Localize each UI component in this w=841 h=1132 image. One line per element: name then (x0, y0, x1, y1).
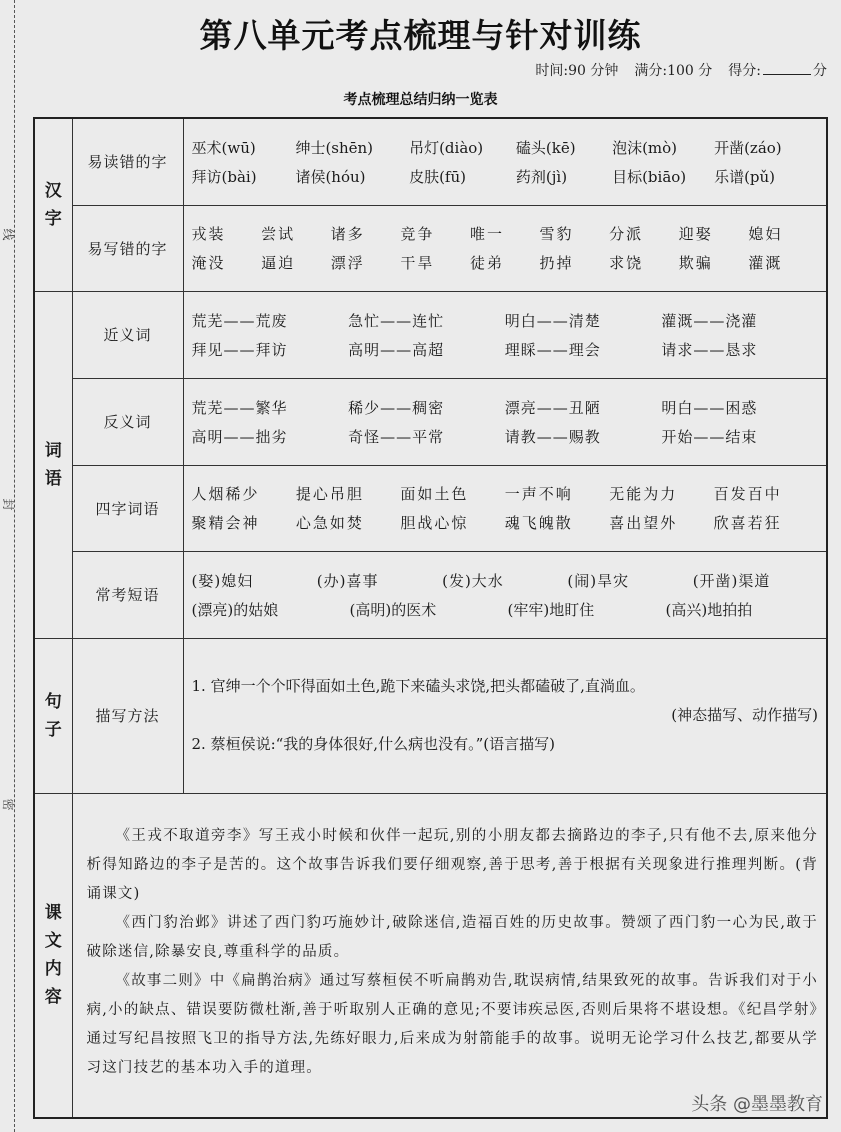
misread-item: 药剂(jì) (515, 167, 568, 186)
phrase-item: (漂亮)的姑娘 (191, 600, 279, 619)
antonym-pair: 荒芜——繁华 (191, 398, 288, 417)
watermark: 头条 @墨墨教育 (691, 1094, 823, 1115)
idiom-item: 百发百中 (713, 485, 782, 503)
exam-meta (535, 60, 827, 80)
idiom-item: 胆战心惊 (400, 514, 469, 532)
miswrite-item: 灌溉 (748, 254, 783, 272)
category-juzi-label: 句子 (44, 691, 62, 740)
score-label: 得分: (728, 63, 761, 79)
row-antonyms (34, 378, 827, 465)
phrase-item: (娶)媳妇 (191, 571, 254, 590)
phrase-item: (办)喜事 (316, 571, 379, 590)
idiom-item: 心急如焚 (295, 514, 364, 532)
row-easy-miswrite (34, 205, 827, 291)
idiom-item: 提心吊胆 (295, 485, 364, 503)
misread-row-1 (192, 133, 819, 162)
miswrite-item: 欺骗 (678, 254, 713, 272)
idiom-item: 人烟稀少 (191, 485, 260, 503)
category-kewen-label: 课文内容 (44, 903, 62, 1008)
miswrite-item: 漂浮 (330, 254, 365, 272)
idioms-row-1 (192, 479, 819, 508)
misread-item: 皮肤(fū) (409, 167, 466, 186)
category-hanzi-label: 汉字 (44, 180, 62, 229)
miswrite-item: 诸多 (330, 225, 365, 243)
miswrite-item: 竞争 (400, 225, 435, 243)
synonyms-row-2 (192, 335, 819, 364)
misread-item: 吊灯(diào) (409, 138, 484, 157)
sub-label-description-method: 描写方法 (72, 638, 183, 793)
category-juzi (34, 638, 72, 793)
miswrite-item: 分派 (609, 225, 644, 243)
sentence-2: 2. 蔡桓侯说:“我的身体很好,什么病也没有。”(语言描写) (191, 735, 555, 753)
row-sentences (34, 638, 827, 793)
antonym-pair: 明白——困惑 (661, 398, 758, 417)
idiom-item: 一声不响 (504, 485, 573, 503)
sub-label-phrases: 常考短语 (72, 551, 183, 638)
synonym-pair: 请求——恳求 (661, 340, 758, 359)
synonyms-content (183, 291, 827, 378)
miswrite-item: 雪豹 (539, 225, 574, 243)
miswrite-row-1 (192, 219, 819, 248)
antonym-pair: 漂亮——丑陋 (504, 398, 601, 417)
row-four-char (34, 465, 827, 551)
antonym-pair: 稀少——稠密 (348, 398, 445, 417)
time-limit: 时间:90 分钟 (535, 63, 619, 79)
easy-misread-content (183, 118, 827, 205)
synonym-pair: 拜见——拜访 (191, 340, 288, 359)
misread-row-2 (192, 162, 819, 191)
misread-item: 乐谱(pǔ) (714, 167, 776, 186)
lesson-paragraph-3: 《故事二则》中《扁鹊治病》通过写蔡桓侯不听扁鹊劝告,耽误病情,结果致死的故事。告诉我们对于小病,小的缺点、错误要防微杜渐,善于听取别人正确的意见;不要讳疾忌医,否则后果将不堪设想。《纪昌学射》通过写纪昌按照飞卫的指导方法,先练好眼力,后来成为射箭能手的故事。说明无论学习什么技艺,都要从学习这门技艺的基本功入手的道理。 (86, 972, 818, 1076)
row-lesson-content (34, 793, 827, 1118)
phrase-item: (高明)的医术 (349, 600, 437, 619)
antonym-pair: 开始——结束 (661, 427, 758, 446)
miswrite-row-2 (192, 248, 819, 277)
antonym-pair: 请教——赐教 (504, 427, 601, 446)
phrase-item: (发)大水 (442, 571, 504, 590)
synonym-pair: 明白——清楚 (504, 311, 601, 330)
miswrite-item: 媳妇 (748, 225, 783, 243)
phrases-content (183, 551, 827, 638)
row-synonyms (34, 291, 827, 378)
miswrite-item: 迎娶 (678, 225, 713, 243)
category-ciyu-label: 词语 (44, 440, 62, 489)
phrase-item: (闹)旱灾 (567, 571, 630, 590)
category-kewen (34, 793, 72, 1118)
easy-miswrite-content (183, 205, 827, 291)
category-ciyu (34, 291, 72, 638)
misread-item: 绅士(shēn) (295, 138, 374, 157)
misread-item: 拜访(bài) (191, 167, 257, 186)
category-hanzi (34, 118, 72, 291)
binding-char-feng: 封 (1, 498, 15, 511)
full-score: 满分:100 分 (634, 63, 713, 79)
sentence-1-note: (神态描写、动作描写) (671, 706, 818, 724)
misread-item: 目标(biāo) (612, 167, 687, 186)
phrases-row-1 (192, 566, 819, 595)
idiom-item: 魂飞魄散 (504, 514, 573, 532)
binding-line (14, 0, 15, 1132)
idioms-row-2 (192, 508, 819, 537)
score-unit: 分 (813, 63, 827, 79)
idiom-item: 无能为力 (609, 485, 678, 503)
misread-item: 诸侯(hóu) (295, 167, 366, 186)
misread-item: 泡沫(mò) (612, 138, 678, 157)
synonym-pair: 理睬——理会 (504, 340, 601, 359)
miswrite-item: 戎装 (191, 225, 226, 243)
summary-table (33, 117, 828, 1119)
antonym-pair: 奇怪——平常 (348, 427, 445, 446)
miswrite-item: 干旱 (400, 254, 435, 272)
sub-label-four-char: 四字词语 (72, 465, 183, 551)
antonyms-row-1 (192, 393, 819, 422)
idiom-item: 喜出望外 (609, 514, 678, 532)
sub-label-easy-miswrite: 易写错的字 (72, 205, 183, 291)
synonym-pair: 荒芜——荒废 (191, 311, 288, 330)
phrase-item: (牢牢)地盯住 (507, 600, 595, 619)
misread-item: 开凿(záo) (714, 138, 782, 157)
page-title: 第八单元考点梳理与针对训练 (199, 16, 642, 55)
phrase-item: (开凿)渠道 (692, 571, 771, 590)
idiom-item: 聚精会神 (191, 514, 260, 532)
miswrite-item: 扔掉 (539, 254, 574, 272)
phrases-row-2 (192, 595, 819, 624)
binding-char-mi: 密 (1, 798, 15, 811)
table-title: 考点梳理总结归纳一览表 (343, 92, 498, 108)
antonym-pair: 高明——拙劣 (191, 427, 288, 446)
binding-char-xian: 线 (1, 228, 15, 241)
four-char-content (183, 465, 827, 551)
synonyms-row-1 (192, 306, 819, 335)
antonyms-row-2 (192, 422, 819, 451)
miswrite-item: 徒弟 (469, 254, 504, 272)
sentence-1: 1. 官绅一个个吓得面如土色,跪下来磕头求饶,把头都磕破了,直淌血。 (191, 677, 645, 695)
miswrite-item: 唯一 (469, 225, 504, 243)
lesson-paragraph-2: 《西门豹治邺》讲述了西门豹巧施妙计,破除迷信,造福百姓的历史故事。赞颂了西门豹一心为民,敢于破除迷信,除暴安良,尊重科学的品质。 (86, 914, 818, 960)
row-easy-misread (34, 118, 827, 205)
miswrite-item: 求饶 (609, 254, 644, 272)
misread-item: 巫术(wū) (191, 138, 256, 157)
idiom-item: 面如土色 (400, 485, 469, 503)
lesson-content (72, 793, 827, 1118)
sub-label-antonyms: 反义词 (72, 378, 183, 465)
synonym-pair: 高明——高超 (348, 340, 445, 359)
antonyms-content (183, 378, 827, 465)
score-blank (763, 61, 811, 75)
sub-label-easy-misread: 易读错的字 (72, 118, 183, 205)
misread-item: 磕头(kē) (515, 138, 576, 157)
miswrite-item: 淹没 (191, 254, 226, 272)
miswrite-item: 逼迫 (261, 254, 296, 272)
synonym-pair: 急忙——连忙 (348, 311, 445, 330)
idiom-item: 欣喜若狂 (713, 514, 782, 532)
sentences-content (183, 638, 827, 793)
score-field (728, 60, 827, 80)
synonym-pair: 灌溉——浇灌 (661, 311, 758, 330)
lesson-paragraph-1: 《王戎不取道旁李》写王戎小时候和伙伴一起玩,别的小朋友都去摘路边的李子,只有他不去,原来他分析得知路边的李子是苦的。这个故事告诉我们要仔细观察,善于思考,善于根据有关现象进行推理判断。(背诵课文) (86, 827, 818, 902)
miswrite-item: 尝试 (261, 225, 296, 243)
sub-label-synonyms: 近义词 (72, 291, 183, 378)
phrase-item: (高兴)地拍拍 (665, 600, 753, 619)
row-phrases (34, 551, 827, 638)
